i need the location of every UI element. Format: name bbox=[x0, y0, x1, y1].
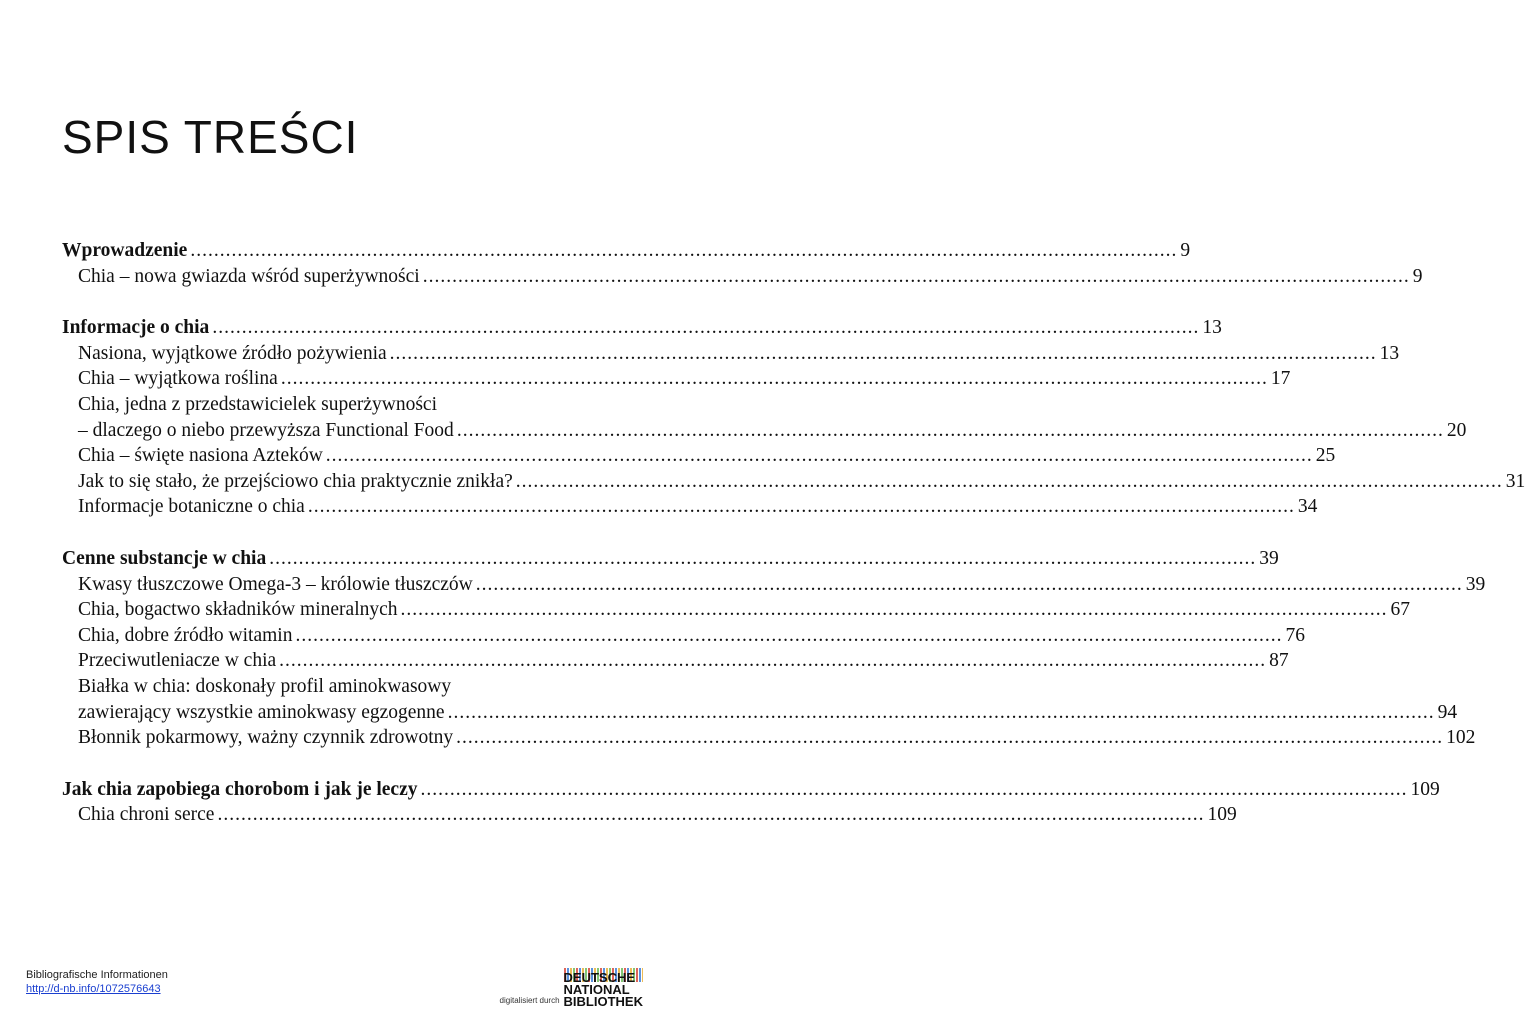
subentry-title: Chia – nowa gwiazda wśród superżywności bbox=[78, 265, 420, 287]
page-number: 34 bbox=[1297, 496, 1318, 518]
toc-subentry[interactable] bbox=[62, 700, 1458, 726]
subentry-title: Informacje botaniczne o chia bbox=[78, 496, 305, 518]
page-number: 9 bbox=[1180, 240, 1191, 261]
subentry-title-line1[interactable]: Białka w chia: doskonały profil aminokwasowy bbox=[78, 675, 452, 697]
page-number: 76 bbox=[1285, 624, 1305, 646]
dot-leader bbox=[326, 443, 1313, 469]
subentry-title: Chia chroni serce bbox=[78, 804, 215, 826]
toc-section bbox=[62, 777, 1440, 828]
dot-leader bbox=[401, 597, 1388, 623]
subentry-title: Nasiona, wyjątkowe źródło pożywienia bbox=[78, 342, 387, 364]
page-number: 39 bbox=[1259, 547, 1279, 569]
page-number: 109 bbox=[1410, 778, 1440, 800]
toc-section bbox=[62, 546, 1486, 751]
page-number: 94 bbox=[1437, 701, 1458, 723]
chapter-title: Jak chia zapobiega chorobom i jak je leczy bbox=[62, 778, 418, 800]
subentry-title-line2: zawierający wszystkie aminokwasy egzogenne bbox=[78, 701, 445, 723]
subentry-title: Chia, bogactwo składników mineralnych bbox=[78, 599, 398, 621]
toc-subentry[interactable] bbox=[62, 572, 1486, 598]
toc-subentry[interactable] bbox=[62, 648, 1289, 674]
toc-chapter-entry[interactable] bbox=[62, 777, 1440, 803]
dot-leader bbox=[279, 648, 1266, 674]
toc-subentry[interactable] bbox=[62, 494, 1318, 520]
dnb-stamp bbox=[500, 968, 643, 1008]
dnb-logo bbox=[564, 968, 643, 1008]
toc-subentry[interactable] bbox=[62, 597, 1411, 623]
dnb-logo-line: DEUTSCHE bbox=[563, 970, 636, 985]
page-number: 39 bbox=[1465, 573, 1486, 595]
page-number: 13 bbox=[1202, 317, 1222, 339]
subentry-title-line1[interactable]: Chia, jedna z przedstawicielek superżywności bbox=[78, 393, 437, 415]
subentry-title: Kwasy tłuszczowe Omega-3 – królowie tłuszczów bbox=[78, 573, 473, 595]
subentry-title: Chia – wyjątkowa roślina bbox=[78, 368, 278, 390]
dnb-logo-line: NATIONAL bbox=[563, 982, 630, 997]
subentry-title: Błonnik pokarmowy, ważny czynnik zdrowotny bbox=[78, 727, 454, 749]
toc-subentry[interactable] bbox=[62, 418, 1467, 444]
toc-subentry[interactable] bbox=[62, 366, 1291, 392]
toc-section bbox=[62, 315, 1525, 520]
dot-leader bbox=[390, 341, 1377, 367]
toc-section bbox=[62, 238, 1423, 289]
toc-subentry[interactable] bbox=[62, 623, 1305, 649]
toc-subentry[interactable] bbox=[62, 264, 1423, 290]
dot-leader bbox=[212, 315, 1199, 341]
page-number: 17 bbox=[1270, 368, 1291, 390]
page-number: 109 bbox=[1207, 804, 1237, 826]
dot-leader bbox=[295, 623, 1282, 649]
toc-subentry[interactable] bbox=[62, 341, 1400, 367]
toc-subentry[interactable] bbox=[62, 443, 1336, 469]
subentry-title-line2: – dlaczego o niebo przewyższa Functional Food bbox=[78, 419, 454, 441]
page-number: 87 bbox=[1269, 650, 1289, 672]
subentry-title: Chia, dobre źródło witamin bbox=[78, 624, 293, 646]
dot-leader bbox=[217, 802, 1204, 828]
toc-subentry[interactable] bbox=[62, 725, 1476, 751]
toc-chapter-entry[interactable] bbox=[62, 315, 1222, 341]
toc-chapter-entry[interactable] bbox=[62, 238, 1191, 264]
page-number: 25 bbox=[1315, 445, 1336, 467]
page-number: 20 bbox=[1446, 419, 1467, 441]
chapter-title: Informacje o chia bbox=[62, 317, 210, 339]
dot-leader bbox=[190, 238, 1177, 264]
toc-subentry[interactable] bbox=[62, 802, 1237, 828]
toc-chapter-entry[interactable] bbox=[62, 546, 1279, 572]
biblio-label: Bibliografische Informationen bbox=[26, 969, 168, 981]
digitized-by-text: digitalisiert durch bbox=[499, 996, 560, 1005]
subentry-title: Chia – święte nasiona Azteków bbox=[78, 445, 323, 467]
page-title: SPIS TREŚCI bbox=[62, 111, 359, 163]
chapter-title: Cenne substancje w chia bbox=[62, 547, 267, 569]
dot-leader bbox=[448, 700, 1435, 726]
subentry-title: Przeciwutleniacze w chia bbox=[78, 650, 277, 672]
table-of-contents bbox=[62, 238, 1525, 854]
bibliographic-info bbox=[26, 968, 168, 996]
page-number: 13 bbox=[1379, 342, 1400, 364]
dot-leader bbox=[423, 264, 1410, 290]
toc-subentry[interactable] bbox=[62, 469, 1525, 495]
page-number: 9 bbox=[1412, 265, 1423, 287]
page-number: 31 bbox=[1505, 470, 1525, 492]
page-number: 67 bbox=[1390, 599, 1411, 621]
biblio-link[interactable]: http://d-nb.info/1072576643 bbox=[26, 983, 161, 995]
dot-leader bbox=[456, 725, 1443, 751]
dnb-logo-line: BIBLIOTHEK bbox=[563, 994, 643, 1009]
dot-leader bbox=[421, 777, 1408, 803]
chapter-title: Wprowadzenie bbox=[62, 240, 188, 261]
page-number: 102 bbox=[1446, 727, 1476, 749]
dot-leader bbox=[457, 418, 1444, 444]
dot-leader bbox=[281, 366, 1268, 392]
dot-leader bbox=[516, 469, 1503, 495]
dot-leader bbox=[476, 572, 1463, 598]
dot-leader bbox=[308, 494, 1295, 520]
subentry-title: Jak to się stało, że przejściowo chia praktycznie znikła? bbox=[78, 470, 513, 492]
dot-leader bbox=[269, 546, 1256, 572]
